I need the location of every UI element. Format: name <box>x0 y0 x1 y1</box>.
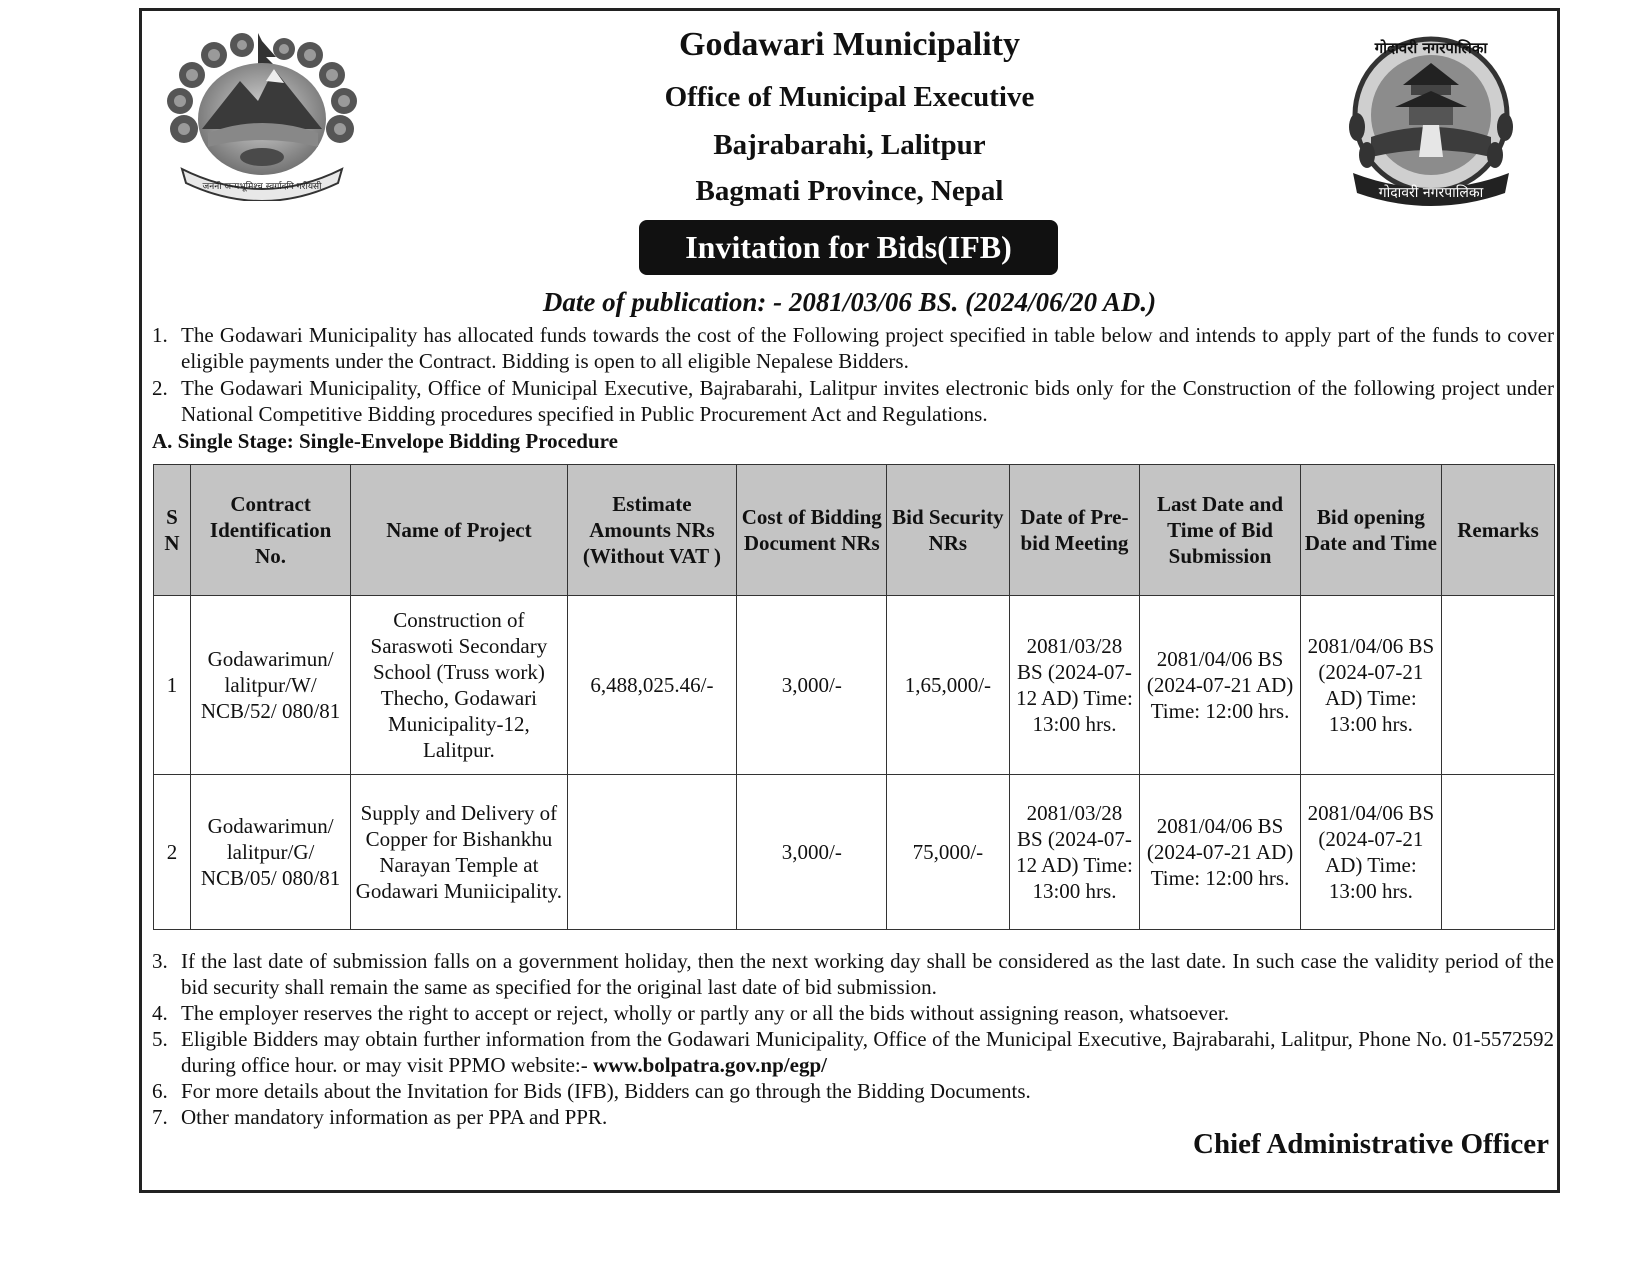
note-text-wrap <box>181 1026 1554 1078</box>
publication-date: Date of publication: - 2081/03/06 BS. (2024/06/20 AD.) <box>542 287 1157 317</box>
table-row <box>154 775 1555 930</box>
cell-submission-date: 2081/04/06 BS (2024-07-21 AD) Time: 12:00 hrs. <box>1140 775 1300 930</box>
header-project-name: Name of Project <box>351 465 567 596</box>
note-text: For more details about the Invitation for Bids (IFB), Bidders can go through the Bidding Documents. <box>181 1079 1031 1103</box>
notice-frame <box>139 8 1560 1193</box>
ifb-badge: Invitation for Bids(IFB) <box>639 220 1058 275</box>
header-sn: S N <box>154 465 191 596</box>
cell-estimate <box>567 775 737 930</box>
note-4 <box>152 1000 1554 1026</box>
office-name: Office of Municipal Executive <box>664 81 1035 113</box>
note-text: The employer reserves the right to accept or reject, wholly or partly any or all the bids without assigning reason, whatsoever. <box>181 1001 1229 1025</box>
note-6 <box>152 1078 1554 1104</box>
header-contract-id: Contract Identification No. <box>190 465 350 596</box>
cell-contract-id: Godawarimun/ lalitpur/W/ NCB/52/ 080/81 <box>190 596 350 775</box>
header-prebid-date: Date of Pre-bid Meeting <box>1009 465 1140 596</box>
cell-opening-date: 2081/04/06 BS (2024-07-21 AD) Time: 13:00 hrs. <box>1300 596 1441 775</box>
cell-sn: 1 <box>154 596 191 775</box>
note-number: 7. <box>152 1105 168 1129</box>
paragraph-text: The Godawari Municipality has allocated funds towards the cost of the Following project specified in table below and intends to apply part of the funds to cover eligible payments under the Contract. Bidding is open to all eligible Nepalese Bidders. <box>181 323 1554 373</box>
cell-estimate: 6,488,025.46/- <box>567 596 737 775</box>
office-location: Bajrabarahi, Lalitpur <box>713 129 986 161</box>
table-row <box>154 596 1555 775</box>
paragraph-number: 1. <box>152 323 168 347</box>
cell-contract-id: Godawarimun/ lalitpur/G/ NCB/05/ 080/81 <box>190 775 350 930</box>
paragraph-text: The Godawari Municipality, Office of Municipal Executive, Bajrabarahi, Lalitpur invites electronic bids only for the Construction of the following project under National Competitive Bidding procedures specified in Public Procurement Act and Regulations. <box>181 376 1554 426</box>
cell-doc-cost: 3,000/- <box>737 775 887 930</box>
province-country: Bagmati Province, Nepal <box>695 175 1004 207</box>
svg-text:जननी जन्मभूमिश्च स्वर्गादपि गर: जननी जन्मभूमिश्च स्वर्गादपि गरीयसी <box>202 182 322 192</box>
municipality-name: Godawari Municipality <box>679 26 1020 63</box>
note-number: 5. <box>152 1027 168 1051</box>
cell-project-name: Supply and Delivery of Copper for Bishankhu Narayan Temple at Godawari Muniicipality. <box>351 775 567 930</box>
header-bid-security: Bid Security NRs <box>887 465 1009 596</box>
header-submission-date: Last Date and Time of Bid Submission <box>1140 465 1300 596</box>
cell-project-name: Construction of Saraswoti Secondary School (Truss work) Thecho, Godawari Municipality-12, Lalitpur. <box>351 596 567 775</box>
cell-prebid-date: 2081/03/28 BS (2024-07-12 AD) Time: 13:00 hrs. <box>1009 775 1140 930</box>
table-header-row <box>154 465 1555 596</box>
cell-opening-date: 2081/04/06 BS (2024-07-21 AD) Time: 13:00 hrs. <box>1300 775 1441 930</box>
cell-remarks <box>1442 596 1555 775</box>
bids-table <box>153 464 1555 930</box>
note-number: 3. <box>152 949 168 973</box>
cell-doc-cost: 3,000/- <box>737 596 887 775</box>
note-3 <box>152 948 1554 1000</box>
header-doc-cost: Cost of Bidding Document NRs <box>737 465 887 596</box>
note-number: 4. <box>152 1001 168 1025</box>
svg-text:गोदावरी नगरपालिका: गोदावरी नगरपालिका <box>1378 185 1484 201</box>
cell-sn: 2 <box>154 775 191 930</box>
note-text: If the last date of submission falls on a government holiday, then the next working day shall be considered as the last date. In such case the validity period of the bid security shall remain the same as specified for the original last date of bid submission. <box>181 949 1554 999</box>
note-number: 6. <box>152 1079 168 1103</box>
note-5 <box>152 1026 1554 1078</box>
signoff-title: Chief Administrative Officer <box>1193 1128 1549 1160</box>
cell-bid-security: 75,000/- <box>887 775 1009 930</box>
cell-submission-date: 2081/04/06 BS (2024-07-21 AD) Time: 12:00 hrs. <box>1140 596 1300 775</box>
cell-prebid-date: 2081/03/28 BS (2024-07-12 AD) Time: 13:00 hrs. <box>1009 596 1140 775</box>
paragraph-2 <box>152 375 1554 427</box>
header-estimate: Estimate Amounts NRs (Without VAT ) <box>567 465 737 596</box>
cell-bid-security: 1,65,000/- <box>887 596 1009 775</box>
ppmo-website-link[interactable]: www.bolpatra.gov.np/egp/ <box>593 1053 827 1077</box>
note-7 <box>152 1104 1554 1130</box>
note-text: Other mandatory information as per PPA and PPR. <box>181 1105 608 1129</box>
paragraph-number: 2. <box>152 376 168 400</box>
header-remarks: Remarks <box>1442 465 1555 596</box>
svg-text:गोदावरी नगरपालिका: गोदावरी नगरपालिका <box>1374 39 1488 57</box>
section-a-heading: A. Single Stage: Single-Envelope Bidding Procedure <box>152 429 618 453</box>
header-opening-date: Bid opening Date and Time <box>1300 465 1441 596</box>
cell-remarks <box>1442 775 1555 930</box>
paragraph-1 <box>152 322 1554 374</box>
note-text: Eligible Bidders may obtain further information from the Godawari Municipality, Office of the Municipal Executive, Bajrabarahi, Lalitpur, Phone No. 01-5572592 during office hour. or may visit PPMO website:- <box>181 1027 1554 1077</box>
